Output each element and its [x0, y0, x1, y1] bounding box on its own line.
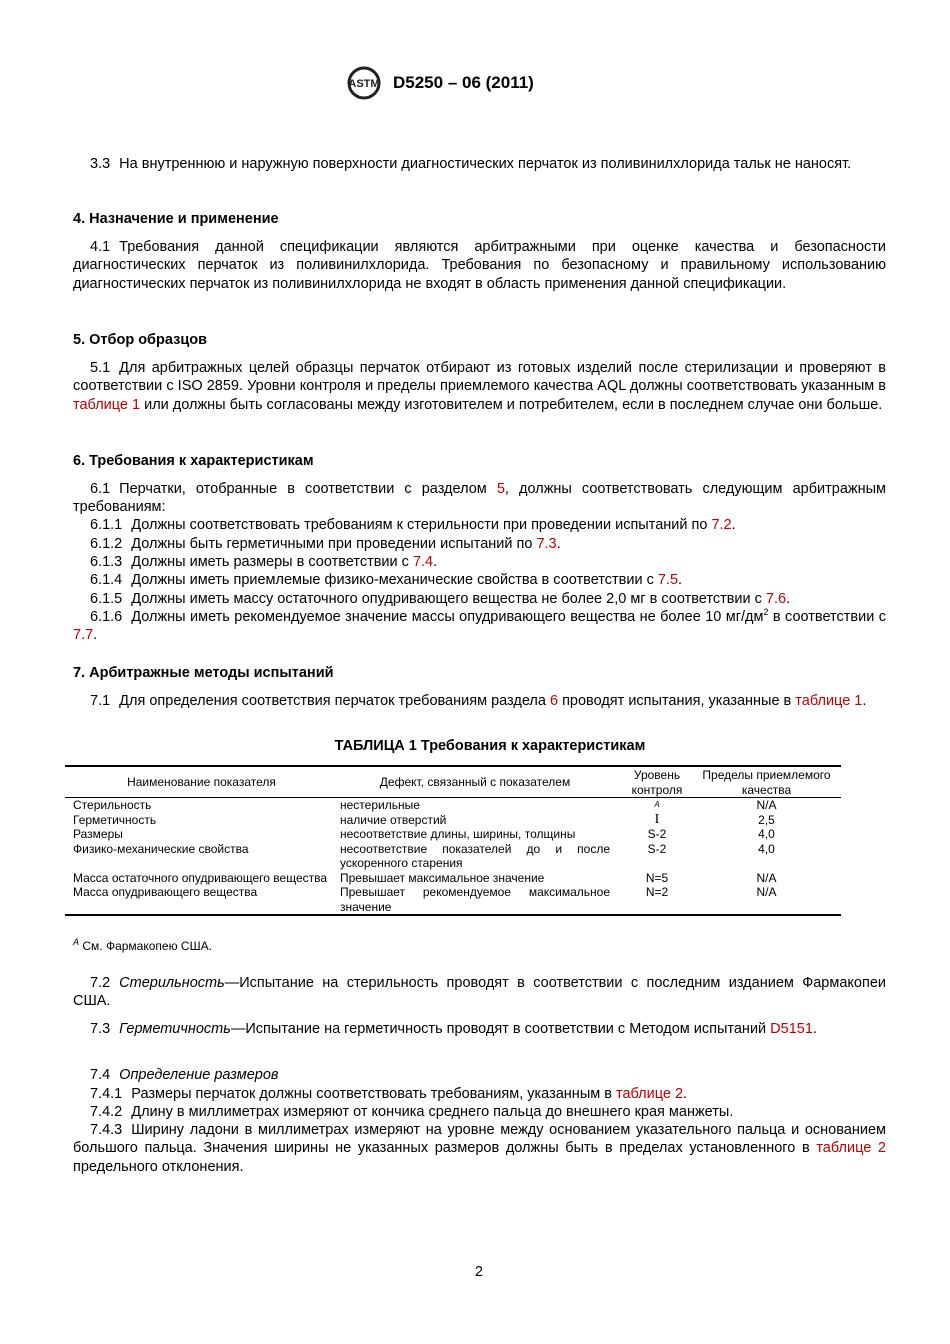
italic-term: Стерильность [119, 975, 225, 991]
table-cell: Размеры [73, 827, 123, 841]
paragraph-6-1-3 [73, 553, 886, 571]
clause-number: 7.3 [90, 1021, 111, 1037]
column-header: Наименование показателя [65, 766, 340, 798]
table-cell: несоответствие длины, ширины, толщины [340, 827, 576, 841]
table-footnote [73, 939, 212, 953]
column-header: Уровень контроля [622, 766, 692, 798]
table-cell: I [654, 811, 660, 827]
paragraph-5-1 [73, 359, 886, 414]
text-segment: . [786, 591, 791, 607]
cross-reference-link[interactable]: 7.4 [412, 554, 434, 570]
table-cell: A [654, 800, 660, 809]
text-segment: . [433, 554, 438, 570]
italic-term: Герметичность [119, 1021, 231, 1037]
text-segment: Должны соответствовать требованиям к стерильности при проведении испытаний по [131, 517, 712, 533]
text-segment: . [678, 572, 683, 588]
clause-number: 7.1 [90, 693, 111, 709]
text-segment: . [93, 627, 98, 644]
text-segment: Длину в миллиметрах измеряют от кончика среднего пальца до внешнего края манжеты. [131, 1104, 734, 1120]
text-segment: . [731, 517, 736, 533]
table-row [65, 813, 841, 828]
cross-reference-link[interactable]: таблице 2 [816, 1140, 886, 1157]
text-segment: в соответствии с [768, 609, 886, 625]
table-row [65, 827, 841, 842]
column-header: Пределы приемлемого качества [692, 766, 841, 798]
document-id: D5250 – 06 (2011) [393, 73, 534, 92]
cross-reference-link[interactable]: 7.5 [657, 572, 679, 588]
text-segment: На внутреннюю и наружную поверхности диагностических перчаток из поливинилхлорида тальк не наносят. [119, 156, 852, 172]
cross-reference-link[interactable]: 7.3 [536, 536, 557, 552]
table-row [65, 871, 841, 886]
table-cell: N/A [756, 885, 777, 899]
clause-number: 3.3 [90, 156, 111, 172]
table-cell: Масса остаточного опудривающего вещества [73, 870, 328, 885]
text-segment: 6. Требования к характеристикам [73, 453, 314, 469]
paragraph-7-4 [73, 1066, 886, 1084]
text-segment: Перчатки, отобранные в соответствии с разделом [119, 481, 497, 497]
cross-reference-link[interactable]: 7.7 [73, 627, 94, 644]
table-cell: 4,0 [758, 841, 775, 856]
text-segment: . [683, 1086, 688, 1102]
text-segment: —Испытание на герметичность проводят в соответствии с Методом испытаний [230, 1021, 771, 1037]
clause-number: 6.1.3 [90, 554, 123, 570]
table-cell: 4,0 [758, 827, 775, 841]
text-segment: Ширину ладони в миллиметрах измеряют на уровне между основанием указательного пальца и основанием большого пальца. Значения ширины не указанных размеров должны быть в пределах установленного в [73, 1122, 886, 1157]
text-segment: Должны быть герметичными при проведении испытаний по [131, 536, 537, 552]
table-cell: наличие отверстий [340, 812, 447, 827]
cross-reference-link[interactable]: таблице 2 [615, 1086, 684, 1102]
footnote-mark: A [73, 937, 80, 947]
clause-number: 7.2 [90, 975, 111, 991]
table-cell: Физико-механические свойства [73, 841, 249, 856]
table-cell: S-2 [647, 841, 667, 856]
table-cell: Герметичность [73, 812, 157, 827]
heading-section-7 [73, 664, 886, 682]
paragraph-6-1-2 [73, 535, 886, 553]
text-segment: . [556, 536, 561, 552]
italic-term: Определение размеров [119, 1067, 279, 1083]
clause-number: 6.1 [90, 481, 111, 497]
cross-reference-link[interactable]: 7.2 [711, 517, 732, 533]
paragraph-7-4-1 [73, 1085, 886, 1103]
cross-reference-link[interactable]: 5 [496, 481, 505, 497]
paragraph-6-1-5 [73, 590, 886, 608]
cross-reference-link[interactable]: 6 [549, 693, 559, 709]
text-segment: 4. Назначение и применение [73, 211, 279, 227]
table-cell: несоответствие показателей до и после ускоренного старения [340, 841, 610, 870]
text-segment: 7. Арбитражные методы испытаний [73, 665, 334, 681]
paragraph-6-1-1 [73, 516, 886, 534]
table-header-row [65, 766, 841, 798]
text-segment: Должны иметь приемлемые физико-механические свойства в соответствии с [131, 572, 658, 588]
cross-reference-link[interactable]: таблице 1 [795, 693, 863, 709]
table-row [65, 885, 841, 915]
clause-number: 6.1.5 [90, 591, 123, 607]
paragraph-7-1 [73, 692, 886, 710]
clause-number: 4.1 [90, 239, 111, 255]
heading-section-5 [73, 331, 886, 349]
table-cell: Стерильность [73, 798, 152, 812]
text-segment: , должны соответствовать следующим арбитражным требованиям: [73, 481, 886, 516]
svg-text:ASTM: ASTM [348, 78, 380, 90]
table-title: ТАБЛИЦА 1 Требования к характеристикам [334, 738, 646, 754]
table-row [65, 798, 841, 813]
text-segment: Должны иметь размеры в соответствии с [131, 554, 413, 570]
clause-number: 6.1.2 [90, 536, 123, 552]
text-segment: 5. Отбор образцов [73, 332, 208, 348]
table-cell: N/A [756, 870, 777, 885]
paragraph-7-4-2 [73, 1103, 886, 1121]
clause-number: 7.4.1 [90, 1086, 123, 1102]
table-row [65, 842, 841, 871]
clause-number: 7.4.3 [90, 1122, 123, 1138]
heading-section-4 [73, 210, 886, 228]
cross-reference-link[interactable]: 7.6 [765, 591, 787, 607]
text-segment: Для арбитражных целей образцы перчаток отбирают из готовых изделий после стерилизации и проверяют в соответствии с ISO 2859. Уровни контроля и пределы приемлемого качества AQL должны соответствовать указанным в [73, 360, 886, 395]
astm-logo-icon [345, 66, 383, 100]
paragraph-7-3 [73, 1020, 886, 1038]
text-segment: Требования данной спецификации являются арбитражными при оценке качества и безопасности диагностических перчаток из поливинилхлорида. Требования по безопасному и правильному использованию диагностических перчаток из поливинилхлорида не входят в область применения данной спецификации. [73, 239, 886, 292]
column-header: Дефект, связанный с показателем [340, 766, 622, 798]
text-segment: проводят испытания, указанные в [558, 693, 796, 709]
requirements-table [65, 765, 841, 916]
text-segment: 2 [763, 607, 769, 618]
text-segment: —Испытание на стерильность проводят в соответствии с последним изданием Фармакопеи США. [73, 975, 886, 1010]
paragraph-6-1-4 [73, 571, 886, 589]
table-cell: N/A [756, 798, 777, 812]
text-segment: предельного отклонения. [73, 1158, 244, 1175]
text-segment: . [812, 1021, 817, 1037]
page-number: 2 [474, 1264, 484, 1280]
paragraph-4-1 [73, 238, 886, 293]
paragraph-6-1 [73, 480, 886, 517]
text-segment: . [862, 693, 867, 709]
clause-number: 6.1.6 [90, 609, 123, 625]
paragraph-7-4-3 [73, 1121, 886, 1176]
text-segment: или должны быть согласованы между изготовителем и потребителем, если в последнем случае они больше. [140, 396, 883, 413]
table-cell: S-2 [647, 827, 667, 841]
clause-number: 7.4 [90, 1067, 111, 1083]
document-header [345, 66, 534, 100]
clause-number: 6.1.4 [90, 572, 123, 588]
table-cell: N=5 [645, 870, 669, 885]
table-cell: Масса опудривающего вещества [73, 885, 258, 899]
paragraph-6-1-6 [73, 608, 886, 645]
text-segment: Размеры перчаток должны соответствовать требованиям, указанным в [131, 1086, 616, 1102]
text-segment: Для определения соответствия перчаток требованиям раздела [119, 693, 550, 709]
text-segment: Должны иметь рекомендуемое значение массы опудривающего вещества не более 10 мг/дм [131, 609, 764, 625]
table-cell: Превышает рекомендуемое максимальное значение [340, 885, 610, 914]
cross-reference-link[interactable]: D5151 [770, 1021, 813, 1037]
table-cell: 2,5 [758, 812, 775, 827]
clause-number: 7.4.2 [90, 1104, 123, 1120]
paragraph-3-3 [73, 155, 886, 173]
table-cell: нестерильные [340, 798, 420, 812]
clause-number: 5.1 [90, 360, 111, 376]
clause-number: 6.1.1 [90, 517, 123, 533]
text-segment: Должны иметь массу остаточного опудривающего вещества не более 2,0 мг в соответствии с [131, 591, 766, 607]
heading-section-6 [73, 452, 886, 470]
paragraph-7-2 [73, 974, 886, 1011]
table-cell: N=2 [645, 885, 669, 899]
footnote-text: См. Фармакопею США. [82, 939, 212, 953]
cross-reference-link[interactable]: таблице 1 [73, 396, 141, 413]
table-cell: Превышает максимальное значение [340, 870, 545, 885]
